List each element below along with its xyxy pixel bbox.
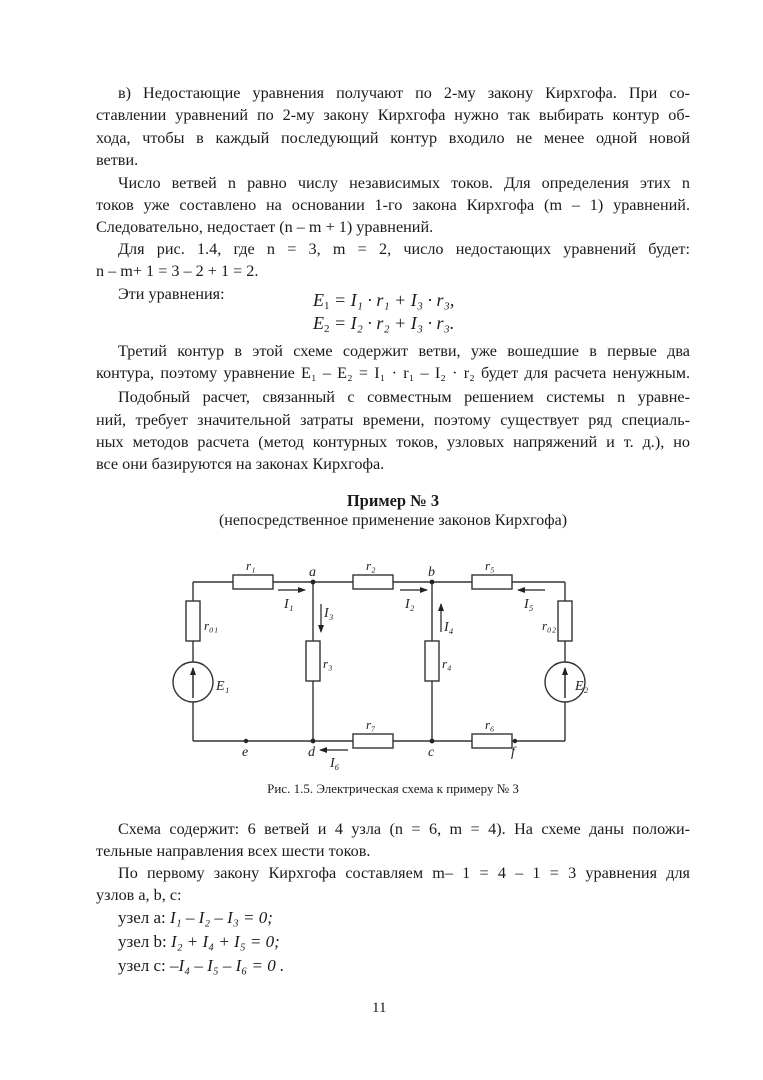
- label-r4: r₄: [442, 656, 452, 671]
- label-r02: r₀₂: [542, 618, 557, 633]
- example-subtitle: (непосредственное применение законов Кирхгофа): [218, 512, 568, 529]
- label-node-a: a: [309, 565, 316, 580]
- label-node-c: c: [428, 745, 435, 760]
- paragraph-line: токов уже составлено на основании 1-го закона Кирхгофа (m – 1) уравнений.: [96, 196, 690, 214]
- paragraph-line: хода, чтобы в каждый последующий контур входило не менее одной новой: [96, 129, 690, 147]
- node-equation-b: узел b: I₂ + I₄ + I₅ = 0;: [118, 932, 280, 951]
- paragraph-line: Следовательно, недостает (n – m + 1) уравнений.: [96, 218, 434, 236]
- paragraph-line: n – m+ 1 = 3 – 2 + 1 = 2.: [96, 262, 259, 280]
- node-f: [513, 739, 517, 743]
- label-i6: I₆: [330, 756, 340, 771]
- paragraph-line: ний, требует значительной затраты времени, поэтому существует ряд специаль-: [96, 411, 690, 429]
- label-i1: I₁: [284, 597, 294, 612]
- label-node-e: e: [242, 745, 249, 760]
- node-a: [311, 580, 316, 585]
- paragraph-line: тельные направления всех шести токов.: [96, 842, 371, 860]
- paragraph-line: Для рис. 1.4, где n = 3, m = 2, число недостающих уравнений будет:: [118, 240, 690, 258]
- resistor-r2: [353, 575, 393, 589]
- label-r5: r₅: [485, 558, 495, 573]
- node-c: [430, 739, 435, 744]
- paragraph-line: Число ветвей n равно числу независимых токов. Для определения этих n: [118, 174, 690, 192]
- node-d: [311, 739, 316, 744]
- label-e2: E₂: [575, 679, 589, 694]
- resistor-r6: [472, 734, 512, 748]
- label-i5: I₅: [524, 597, 534, 612]
- resistor-r3: [306, 641, 320, 681]
- label-r3: r₃: [323, 656, 333, 671]
- label-r7: r₇: [366, 717, 376, 732]
- paragraph-line: узлов a, b, c:: [96, 886, 182, 904]
- label-node-f: f: [511, 745, 515, 760]
- paragraph-line: По первому закону Кирхгофа составляем m– 1 = 4 – 1 = 3 уравнения для: [118, 864, 690, 882]
- figure-caption: Рис. 1.5. Электрическая схема к примеру № 3: [267, 781, 519, 796]
- paragraph-line: Подобный расчет, связанный с совместным решением системы n уравне-: [118, 388, 690, 406]
- resistor-r7: [353, 734, 393, 748]
- label-e1: E₁: [216, 679, 230, 694]
- equations-intro: Эти уравнения:: [118, 285, 225, 303]
- page-number: 11: [372, 1000, 387, 1016]
- resistor-r1: [233, 575, 273, 589]
- label-r1: r₁: [246, 558, 256, 573]
- resistor-r01: [186, 601, 200, 641]
- paragraph-line: Третий контур в этой схеме содержит ветви, уже вошедшие в первые два: [118, 342, 690, 360]
- resistor-r02: [558, 601, 572, 641]
- paragraph-line: ветви.: [96, 151, 139, 169]
- node-equation-a: узел a: I₁ – I₂ – I₃ = 0;: [118, 908, 273, 927]
- label-r6: r₆: [485, 717, 495, 732]
- node-equation-c: узел c: –I₄ – I₅ – I₆ = 0 .: [118, 956, 285, 975]
- label-node-b: b: [428, 565, 435, 580]
- paragraph-line: ных методов расчета (метод контурных токов, узловых напряжений и т. д.), но: [96, 433, 690, 451]
- resistor-r4: [425, 641, 439, 681]
- node-b: [430, 580, 435, 585]
- paragraph-line: Схема содержит: 6 ветвей и 4 узла (n = 6, m = 4). На схеме даны положи-: [118, 820, 690, 838]
- label-i3: I₃: [324, 606, 334, 621]
- label-i2: I₂: [405, 597, 415, 612]
- example-title: Пример № 3: [346, 491, 440, 510]
- label-r2: r₂: [366, 558, 376, 573]
- label-r01: r₀₁: [204, 618, 219, 633]
- resistor-r5: [472, 575, 512, 589]
- paragraph-line: контура, поэтому уравнение E₁ – E₂ = I₁ · r₁ – I₂ · r₂ будет для расчета ненужным.: [96, 364, 690, 382]
- equation-e1: $E_1 = I_1 \cdot r_1 + I_3 \cdot r_3$,: [313, 290, 455, 312]
- label-node-d: d: [308, 745, 315, 760]
- paragraph-line: в) Недостающие уравнения получают по 2-му закону Кирхгофа. При со-: [118, 84, 690, 102]
- paragraph-line: все они базируются на законах Кирхгофа.: [96, 455, 385, 473]
- equation-e2: $E_2 = I_2 \cdot r_2 + I_3 \cdot r_3$.: [313, 313, 455, 335]
- paragraph-line: ставлении уравнений по 2-му закону Кирхгофа нужно так выбирать контур об-: [96, 106, 690, 124]
- node-e: [244, 739, 248, 743]
- label-i4: I₄: [444, 620, 454, 635]
